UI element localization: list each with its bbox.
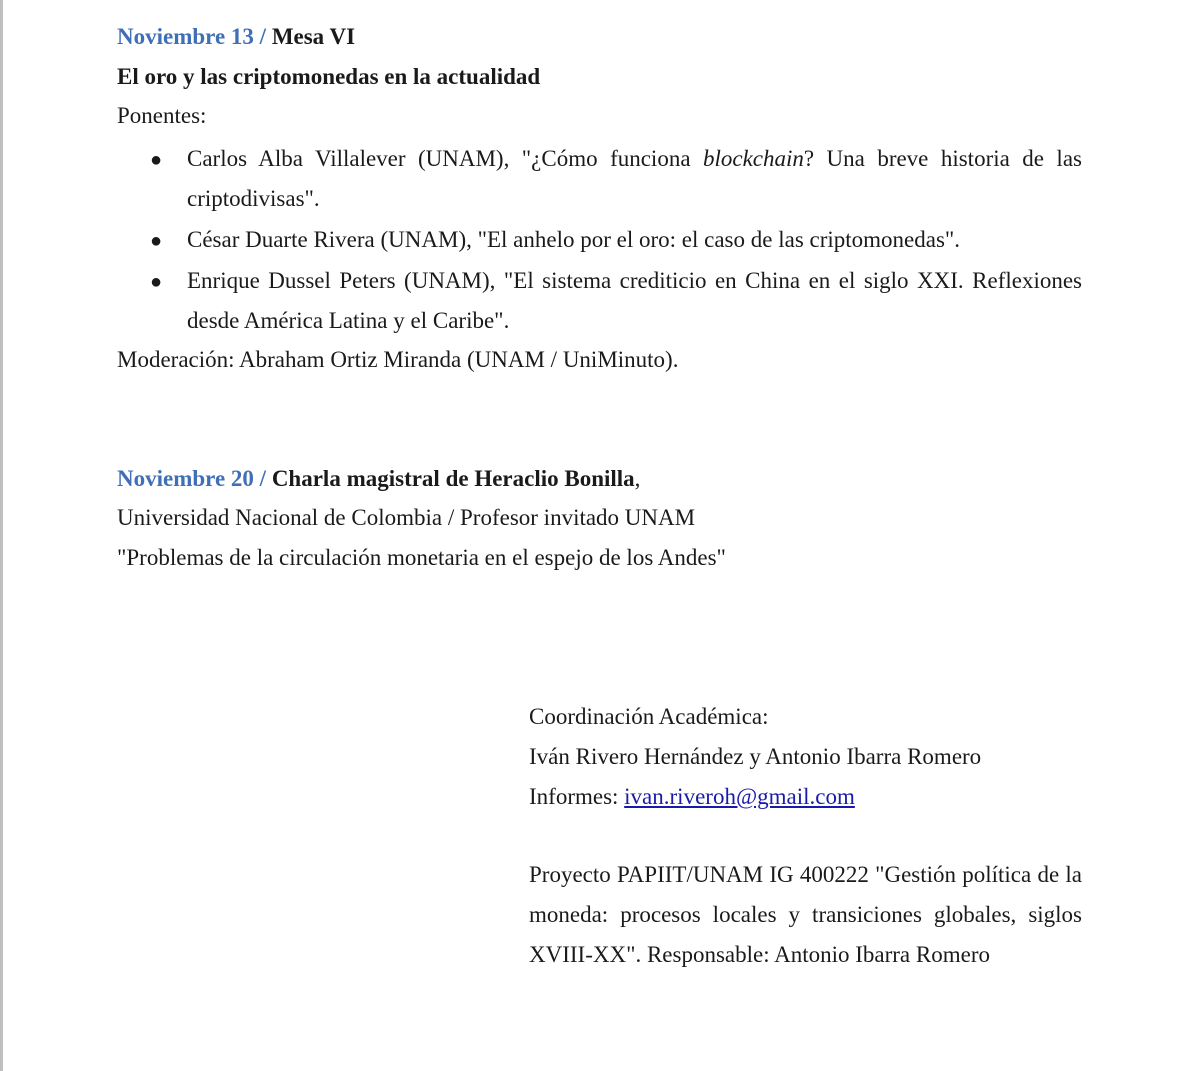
talk-affiliation: Universidad Nacional de Colombia / Profesor invitado UNAM xyxy=(117,505,696,530)
session-name: Mesa VI xyxy=(271,24,356,49)
speaker-1-emphasis: blockchain xyxy=(702,146,804,171)
speaker-2-text: César Duarte Rivera (UNAM), "El anhelo por el oro: el caso de las criptomonedas". xyxy=(187,227,961,252)
list-item xyxy=(187,220,1082,260)
talk-title: Charla magistral de Heraclio Bonilla xyxy=(271,466,635,491)
session-date: Noviembre 13 / xyxy=(117,24,272,49)
contact-line xyxy=(529,777,1082,817)
talk-name: "Problemas de la circulación monetaria en el espejo de los Andes" xyxy=(117,545,726,570)
talk-heading xyxy=(117,464,640,494)
coordination-block xyxy=(529,697,1082,817)
session-heading xyxy=(117,22,355,52)
list-item xyxy=(187,139,1082,219)
email-link[interactable]: ivan.riveroh@gmail.com xyxy=(624,784,855,809)
speakers-label: Ponentes: xyxy=(117,103,207,128)
project-info: Proyecto PAPIIT/UNAM IG 400222 "Gestión política de la moneda: procesos locales y transiciones globales, siglos XVIII-XX". Responsable: Antonio Ibarra Romero xyxy=(529,862,1082,967)
contact-label: Informes: xyxy=(529,784,625,809)
coordination-names: Iván Rivero Hernández y Antonio Ibarra Romero xyxy=(529,744,982,769)
moderation: Moderación: Abraham Ortiz Miranda (UNAM / UniMinuto). xyxy=(117,347,679,372)
session-title: El oro y las criptomonedas en la actualidad xyxy=(117,64,541,89)
talk-title-comma: , xyxy=(634,466,641,491)
coordination-label: Coordinación Académica: xyxy=(529,704,769,729)
speaker-1-text-end: ? Una breve historia de las criptodivisas". xyxy=(187,146,1082,211)
speaker-1-text: Carlos Alba Villalever (UNAM), "¿Cómo funciona xyxy=(187,146,703,171)
bullet-icon: ● xyxy=(150,271,163,293)
talk-date: Noviembre 20 / xyxy=(117,466,272,491)
bullet-icon: ● xyxy=(150,230,163,252)
speaker-3-text: Enrique Dussel Peters (UNAM), "El sistema crediticio en China en el siglo XXI. Reflexiones desde América Latina y el Caribe". xyxy=(187,268,1082,333)
bullet-icon: ● xyxy=(150,149,163,171)
list-item xyxy=(187,261,1082,341)
